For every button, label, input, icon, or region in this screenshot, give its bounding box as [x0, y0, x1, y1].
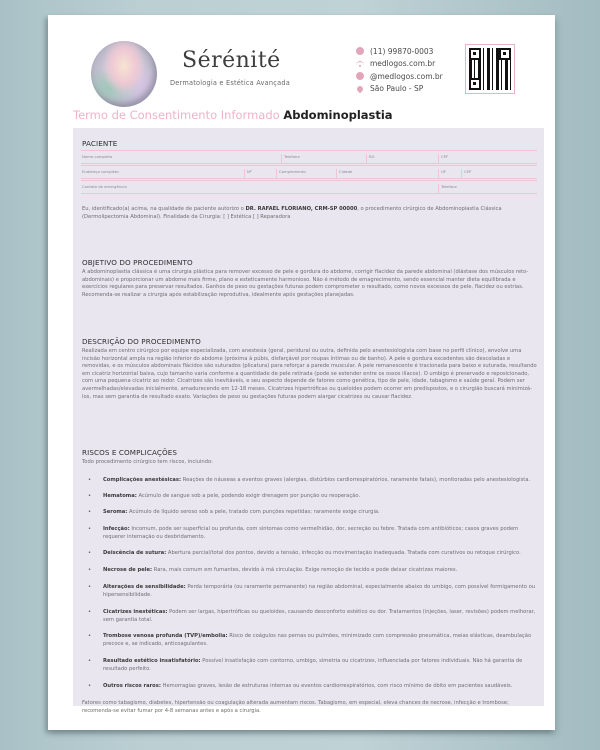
field-state[interactable]: UF [438, 169, 446, 178]
risk-item [82, 584, 538, 599]
risk-item [82, 509, 538, 517]
bullet-icon: • [88, 683, 92, 689]
wifi-icon [356, 60, 364, 68]
field-zip[interactable]: CEP [461, 169, 471, 178]
risk-title: Alterações de sensibilidade: [103, 584, 186, 590]
document-sheet [48, 15, 555, 730]
qr-code-icon [469, 48, 511, 90]
field-emergency-contact[interactable]: Contato de emergência [82, 184, 127, 189]
risks-closing: Fatores como tabagismo, diabetes, hipertensão ou coagulação alterada aumentam riscos. Tabagismo, em especial, eleva chances de necrose, infecção e trombose; recomenda-se evitar fumar por 4-8 semanas antes e após a cirurgia. [82, 700, 509, 714]
risk-title: Hematoma: [103, 493, 137, 499]
title-prefix: Termo de Consentimento Informado [73, 108, 280, 122]
authorization-prefix: Eu, identificado(a) acima, na qualidade de paciente autorizo o [82, 206, 246, 212]
risk-item [82, 658, 538, 673]
objective-text: A abdominoplastia clássica é uma cirurgia plástica para remover excesso de pele e gordura do abdome, corrigir flacidez da parede abdominal (diástase dos músculos reto-abdominais) e proporcionar um abdome mais firme, plano e esteticamente harmonioso. Não é método de emagrecimento, sendo essencial manter dieta equilibrada e exercícios regulares para preservar resultados. Ganhos de peso ou gestações futuras podem comprometer o resultado, como novos excessos de pele, flacidez ou estrias. Recomenda-se realizar a cirurgia após estabilização reprodutiva, idealmente após gestações planejadas. [82, 269, 529, 298]
contact-location [356, 83, 443, 96]
patient-row-3 [81, 180, 537, 194]
qr-code [465, 44, 515, 94]
field-address[interactable]: Endereço completo [82, 169, 119, 174]
bullet-icon: • [88, 526, 92, 532]
risk-item [82, 550, 538, 558]
document-title [73, 108, 393, 122]
field-complement[interactable]: Complemento [276, 169, 306, 178]
risk-title: Trombose venosa profunda (TVP)/embolia: [103, 633, 228, 639]
contact-instagram [356, 70, 443, 83]
risk-text: Rara, mais comum em fumantes, devido à má circulação. Exige remoção de tecido e pode deixar cicatrizes maiores. [152, 567, 458, 573]
location-pin-icon [356, 85, 364, 93]
brand-name: Sérénité [182, 48, 281, 73]
bullet-icon: • [88, 609, 92, 615]
bullet-icon: • [88, 509, 92, 515]
contact-list [356, 45, 443, 95]
risk-title: Seroma: [103, 509, 128, 515]
whatsapp-icon [356, 47, 364, 55]
bullet-icon: • [88, 658, 92, 664]
risk-title: Complicações anestésicas: [103, 477, 182, 483]
risk-title: Infecção: [103, 526, 130, 532]
contact-phone-text: (11) 99870-0003 [370, 46, 434, 56]
contact-location-text: São Paulo - SP [370, 84, 424, 94]
risks-intro: Todo procedimento cirúrgico tem riscos, incluindo: [82, 459, 213, 465]
field-rg[interactable]: RG [366, 154, 375, 163]
risk-text: Acúmulo de sangue sob a pele, podendo exigir drenagem por punção ou reoperação. [136, 493, 361, 499]
risk-item [82, 477, 538, 485]
risk-text: Podem ser largas, hipertróficas ou queloides, causando desconforto estético ou dor. Tratamentos (injeções, laser, revisões) podem melhorar, sem garantia total. [103, 609, 536, 623]
qr-finder-icon [469, 78, 481, 90]
risk-text: Hemorragias graves, lesão de estruturas internas ou eventos cardiorrespiratórios, com risco mínimo de óbito em pacientes saudáveis. [160, 683, 513, 689]
section-heading-patient: PACIENTE [82, 139, 118, 148]
brand-logo-icon [91, 41, 157, 107]
contact-phone [356, 45, 443, 58]
risk-text: Reações de náuseas a eventos graves (alergias, distúrbios cardiorrespiratórios, raramente fatais), monitoradas pelo anestesiologista. [181, 477, 531, 483]
risk-text: Incomum, pode ser superficial ou profunda, com sintomas como vermelhidão, dor, secreção ou febre. Tratada com antibióticos; casos graves podem requerer internação ou desbridamento. [103, 526, 519, 540]
patient-row-1 [81, 150, 537, 164]
contact-instagram-text: @medlogos.com.br [370, 71, 443, 81]
risk-item [82, 609, 538, 624]
field-phone[interactable]: Telefone [281, 154, 300, 163]
field-emergency-phone[interactable]: Telefone [438, 184, 457, 193]
risk-item [82, 526, 538, 541]
risk-item [82, 683, 538, 691]
risk-text: Perda temporária (ou raramente permanente) na região abdominal, especialmente abaixo do umbigo, com possível formigamento ou hipersensibilidade. [103, 584, 536, 598]
authorization-text [82, 206, 538, 221]
title-procedure: Abdominoplastia [283, 108, 393, 122]
instagram-icon [356, 72, 364, 80]
field-number[interactable]: Nº [244, 169, 252, 178]
section-heading-description: DESCRIÇÃO DO PROCEDIMENTO [82, 337, 201, 346]
consent-form-panel [73, 128, 544, 714]
bullet-icon: • [88, 633, 92, 639]
risk-item [82, 493, 538, 501]
risk-title: Deiscência de sutura: [103, 550, 167, 556]
field-full-name[interactable]: Nome completo [82, 154, 113, 159]
risk-title: Outros riscos raros: [103, 683, 161, 689]
risk-text: Acúmulo de líquido seroso sob a pele, tratado com punções repetidas; raramente exige cirurgia. [127, 509, 380, 515]
bullet-icon: • [88, 493, 92, 499]
bullet-icon: • [88, 477, 92, 483]
risk-title: Cicatrizes inestéticas: [103, 609, 168, 615]
bullet-icon: • [88, 550, 92, 556]
field-cpf[interactable]: CPF [438, 154, 448, 163]
qr-finder-icon [499, 48, 511, 60]
doctor-name: DR. RAFAEL FLORIANO, CRM-SP 00000 [245, 206, 358, 212]
field-city[interactable]: Cidade [336, 169, 352, 178]
patient-row-2 [81, 165, 537, 179]
risk-title: Resultado estético insatisfatório: [103, 658, 201, 664]
risk-text: Risco de coágulos nas pernas ou pulmões, minimizado com compressão pneumática, meias elásticas, deambulação precoce e, se indicado, anticoagulantes. [103, 633, 532, 647]
section-heading-objective: OBJETIVO DO PROCEDIMENTO [82, 258, 193, 267]
description-text: Realizada em centro cirúrgico por equipe especializada, com anestesia (geral, peridural ou outra, definida pelo anestesiologista com base no perfil clínico), envolve uma incisão horizontal ampla na região inferior do abdome (próxima à púbis, disfarçável por roupas íntimas ou de banho). A pele e gordura excedentes são descoladas e removidas, e os músculos abdominais flácidos são suturados (plicatura) para reforçar a parede muscular. A pele remanescente é tracionada para baixo e suturada, resultando em cicatriz horizontal baixa, cujo tamanho varia conforme a quantidade de pele retirada (pode se estender entre os ossos ilíacos). O umbigo é preservado e reposicionado, com uma pequena cicatriz ao redor. Cicatrizes são inevitáveis, e seu aspecto depende de fatores como genética, tipo de pele, idade, tabagismo e saúde geral. Podem ser avermelhadas/elevadas inicialmente, amadurecendo em 12-18 meses. Cicatrizes hipertróficas ou queloides podem ocorrer em predispostos, e o cirurgião buscará minimizá-los, mas sem garantia de resultado exato. Variações de peso ou gestações futuras podem alargar cicatrizes ou causar flacidez. [82, 348, 537, 400]
risk-item [82, 633, 538, 648]
letterhead [48, 15, 555, 110]
bullet-icon: • [88, 584, 92, 590]
authorization-suffix: , o procedimento cirúrgico de Abdominoplastia Clássica (Dermolipectomia Abdominal). Finalidade da Cirurgia: [ ] Estética [ ] Reparadora [82, 206, 502, 220]
brand-tagline: Dermatologia e Estética Avançada [170, 79, 290, 87]
risk-item [82, 567, 538, 575]
risk-title: Necrose de pele: [103, 567, 153, 573]
section-heading-risks: RISCOS E COMPLICAÇÕES [82, 448, 178, 457]
qr-finder-icon [469, 48, 481, 60]
risk-text: Abertura parcial/total dos pontos, devido a tensão, infecção ou movimentação inadequada. Tratada com curativos ou retoque cirúrgico. [166, 550, 521, 556]
contact-website [356, 58, 443, 71]
bullet-icon: • [88, 567, 92, 573]
risk-text: Possível insatisfação com contorno, umbigo, simetria ou cicatrizes, influenciada por fatores individuais. Não há garantia de resultado perfeito. [103, 658, 523, 672]
contact-website-text: medlogos.com.br [370, 59, 436, 69]
